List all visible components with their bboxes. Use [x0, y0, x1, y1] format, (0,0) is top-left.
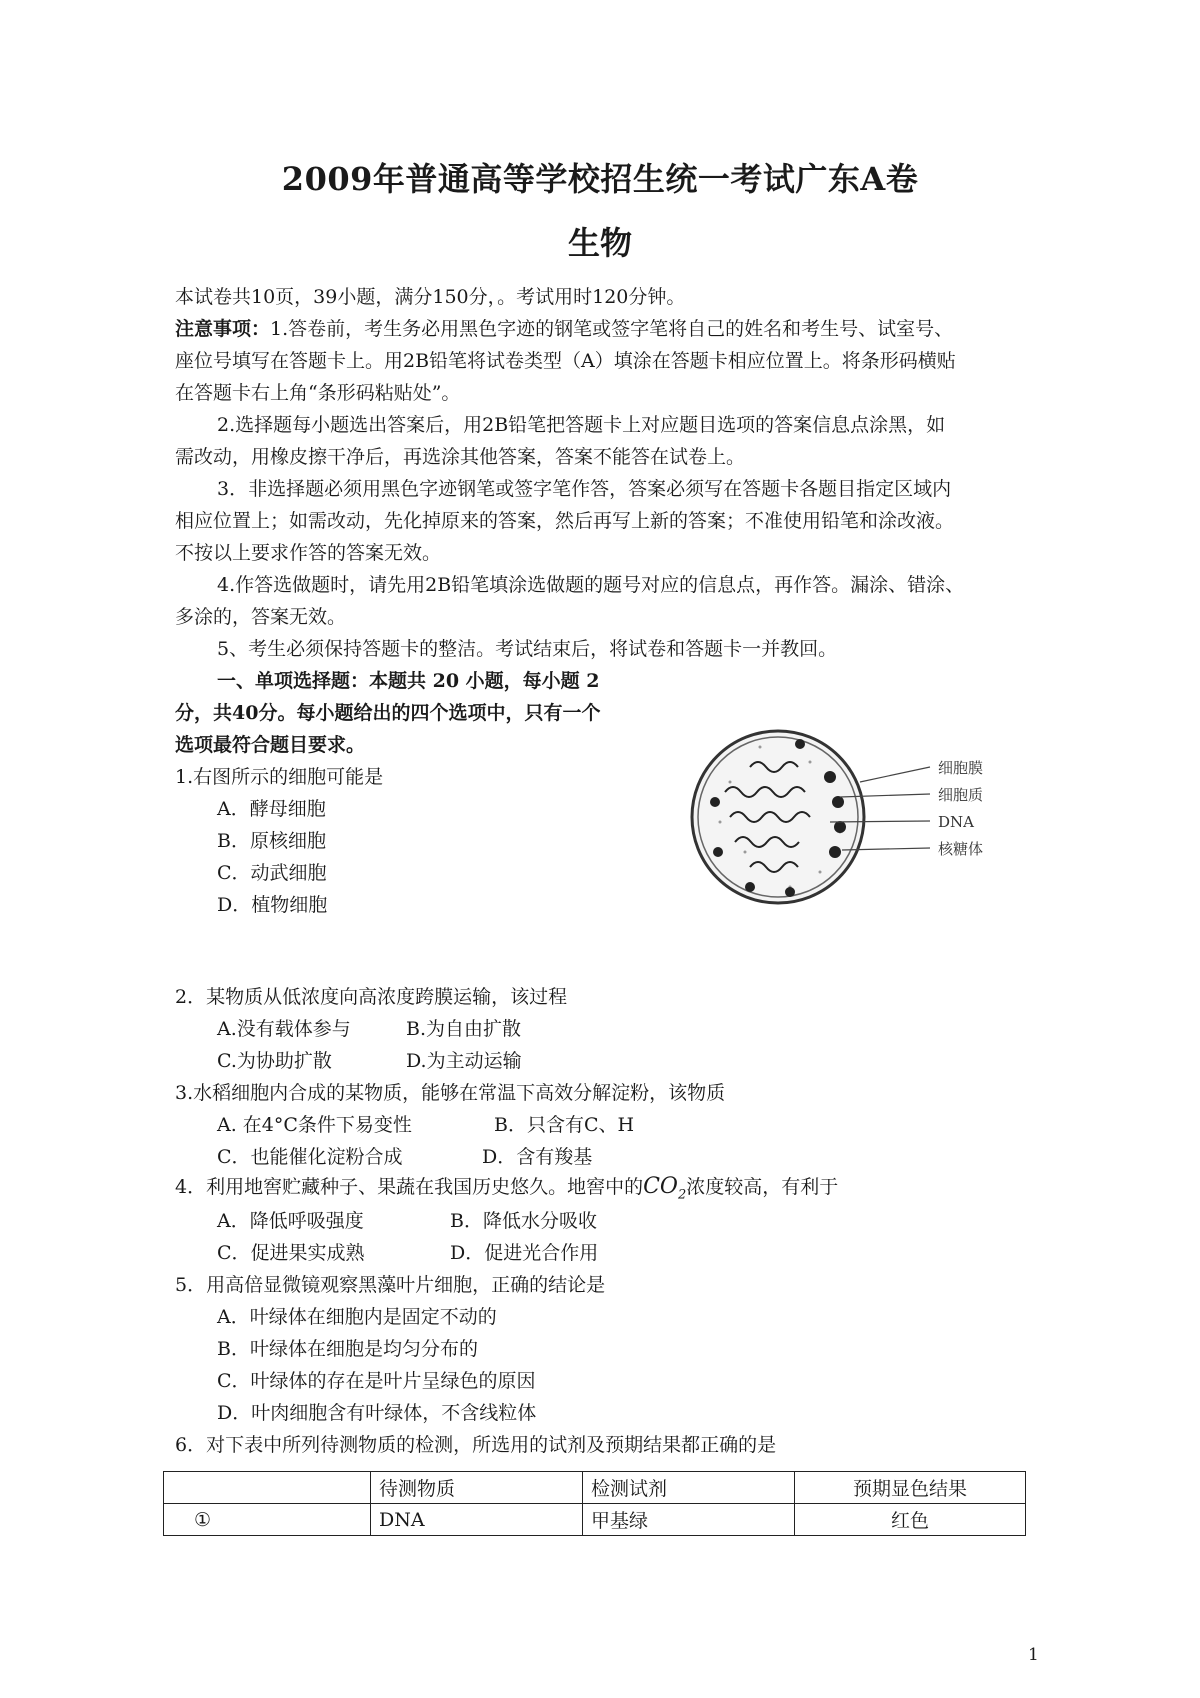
- question-3-option-d: D．含有羧基: [482, 1146, 593, 1168]
- label-ribosome: 核糖体: [938, 840, 984, 858]
- question-5-stem: 5．用高倍显微镜观察黑藻叶片细胞，正确的结论是: [175, 1274, 606, 1296]
- question-3-option-b: B．只含有C、H: [494, 1114, 635, 1136]
- section-1-heading-line-2: 分，共40分。每小题给出的四个选项中，只有一个: [175, 702, 601, 724]
- question-4-option-c: C．促进果实成熟: [217, 1242, 365, 1264]
- note-2-line-1: 2.选择题每小题选出答案后，用2B铅笔把答题卡上对应题目选项的答案信息点涂黑，如: [217, 414, 946, 436]
- subject-title: 生物: [567, 224, 632, 262]
- table-cell: 红色: [795, 1504, 1026, 1536]
- note-1-line-1: 1.答卷前，考生务必用黑色字迹的钢笔或签字笔将自己的姓名和考生号、试室号、: [270, 318, 954, 340]
- question-5-option-b: B．叶绿体在细胞是均匀分布的: [217, 1338, 478, 1360]
- question-5-option-a: A．叶绿体在细胞内是固定不动的: [217, 1306, 497, 1328]
- question-1-option-c: C．动武细胞: [217, 862, 327, 884]
- label-cytoplasm: 细胞质: [938, 786, 984, 804]
- question-4-stem-pre: 4．利用地窖贮藏种子、果蔬在我国历史悠久。地窖中的: [175, 1176, 644, 1198]
- table-cell: 甲基绿: [583, 1504, 795, 1536]
- note-4-line-1: 4.作答选做题时，请先用2B铅笔填涂选做题的题号对应的信息点，再作答。漏涂、错涂、: [217, 574, 965, 596]
- co2-formula: $CO_2$: [643, 1174, 687, 1203]
- question-2-option-d: D.为主动运输: [406, 1050, 522, 1072]
- notes-line-1: [175, 314, 953, 341]
- question-5-option-d: D．叶肉细胞含有叶绿体，不含线粒体: [217, 1402, 537, 1424]
- note-5: 5、考生必须保持答题卡的整洁。考试结束后，将试卷和答题卡一并教回。: [217, 638, 838, 660]
- section-1-heading-line-1: 一、单项选择题：本题共 20 小题，每小题 2: [217, 670, 600, 692]
- question-1-stem: 1.右图所示的细胞可能是: [175, 766, 384, 788]
- question-1-option-a: A．酵母细胞: [217, 798, 326, 820]
- table-row: [164, 1504, 1026, 1536]
- note-1-line-2: 座位号填写在答题卡上。用2B铅笔将试卷类型（A）填涂在答题卡相应位置上。将条形码横贴: [175, 350, 956, 372]
- table-header-cell: 待测物质: [371, 1472, 583, 1504]
- table-header-row: [164, 1472, 1026, 1504]
- note-4-line-2: 多涂的，答案无效。: [175, 606, 347, 628]
- detection-table: [163, 1471, 1026, 1536]
- table-cell: DNA: [371, 1504, 583, 1536]
- question-2-stem: 2．某物质从低浓度向高浓度跨膜运输，该过程: [175, 986, 568, 1008]
- table-header-cell: 检测试剂: [583, 1472, 795, 1504]
- exam-title: 2009年普通高等学校招生统一考试广东A卷: [281, 160, 919, 198]
- section-1-heading-line-3: 选项最符合题目要求。: [175, 734, 366, 756]
- table-header-cell: 预期显色结果: [795, 1472, 1026, 1504]
- question-3-option-a: A. 在4°C条件下易变性: [217, 1114, 412, 1136]
- note-3-line-2: 相应位置上；如需改动，先化掉原来的答案，然后再写上新的答案；不准使用铅笔和涂改液。: [175, 510, 955, 532]
- table-header-cell: [164, 1472, 371, 1504]
- notes-label: 注意事项：: [175, 318, 271, 340]
- question-2-option-b: B.为自由扩散: [406, 1018, 522, 1040]
- note-3-line-1: 3．非选择题必须用黑色字迹钢笔或签字笔作答，答案必须写在答题卡各题目指定区域内: [217, 478, 952, 500]
- question-1-option-d: D．植物细胞: [217, 894, 328, 916]
- question-4-option-d: D．促进光合作用: [450, 1242, 599, 1264]
- question-5-option-c: C．叶绿体的存在是叶片呈绿色的原因: [217, 1370, 536, 1392]
- question-4-stem-post: 浓度较高，有利于: [686, 1176, 839, 1198]
- question-1-option-b: B．原核细胞: [217, 830, 326, 852]
- label-cell-membrane: 细胞膜: [938, 759, 984, 777]
- intro-text: 本试卷共10页，39小题，满分150分，。考试用时120分钟。: [175, 286, 686, 308]
- question-4-option-b: B．降低水分吸收: [450, 1210, 597, 1232]
- table-cell: ①: [164, 1504, 371, 1536]
- note-2-line-2: 需改动，用橡皮擦干净后，再选涂其他答案，答案不能答在试卷上。: [175, 446, 746, 468]
- cell-diagram: [690, 722, 1020, 912]
- page-number: 1: [1028, 1645, 1039, 1665]
- question-2-option-c: C.为协助扩散: [217, 1050, 332, 1072]
- label-dna: DNA: [938, 813, 974, 831]
- question-3-option-c: C．也能催化淀粉合成: [217, 1146, 403, 1168]
- question-4-option-a: A．降低呼吸强度: [217, 1210, 364, 1232]
- question-2-option-a: A.没有载体参与: [217, 1018, 351, 1040]
- co2-subscript: 2: [677, 1187, 687, 1203]
- question-3-stem: 3.水稻细胞内合成的某物质，能够在常温下高效分解淀粉，该物质: [175, 1082, 726, 1104]
- question-6-stem: 6．对下表中所列待测物质的检测，所选用的试剂及预期结果都正确的是: [175, 1434, 777, 1456]
- note-3-line-3: 不按以上要求作答的答案无效。: [175, 542, 442, 564]
- note-1-line-3: 在答题卡右上角“条形码粘贴处”。: [175, 382, 461, 404]
- question-4-stem: [175, 1172, 838, 1202]
